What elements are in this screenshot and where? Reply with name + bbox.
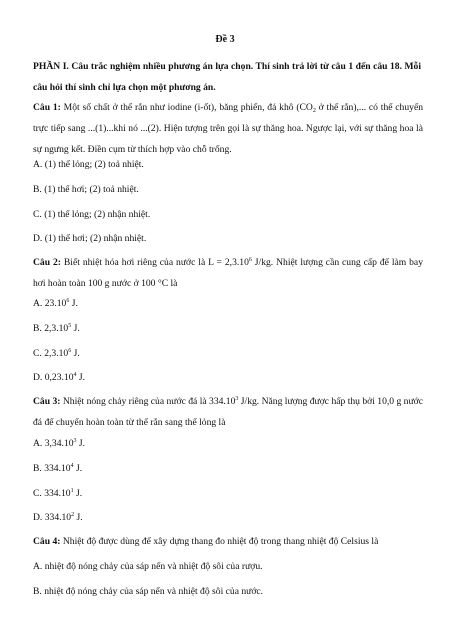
question-2 xyxy=(33,252,423,294)
question-label: Câu 4: xyxy=(33,536,61,547)
question-label: Câu 1: xyxy=(33,102,61,113)
question-text: J/kg. Năng lượng được hấp thụ bởi 10,0 g nước đá để chuyển hoàn toàn từ thể rắn sang thể lỏng là xyxy=(33,396,424,428)
question-text: Một số chất ở thể rắn như iodine (i-ốt), băng phiến, đá khô (CO xyxy=(60,102,313,113)
question-1 xyxy=(33,97,423,160)
question-3 xyxy=(33,391,423,433)
question-text: Nhiệt nóng chảy riêng của nước đá là 334.10 xyxy=(60,396,236,407)
question-text: J/kg. Nhiệt lượng cần cung cấp để làm bay hơi hoàn toàn 100 g nước ở 100 °C là xyxy=(33,257,423,289)
option-b: B. 334.10$^4$ J. xyxy=(33,463,83,474)
option-d: D. 0,23.10$^4$ J. xyxy=(33,372,86,383)
option-c: C. 334.10$^1$ J. xyxy=(33,488,83,499)
question-text: Nhiệt độ được dùng để xây dựng thang đo nhiệt độ trong thang nhiệt độ Celsius là xyxy=(60,536,379,547)
option-b: B. nhiệt độ nóng chảy của sáp nến và nhiệt độ sôi của nước. xyxy=(33,586,264,597)
option-d: D. (1) thể hơi; (2) nhận nhiệt. xyxy=(33,233,147,244)
superscript: 3 xyxy=(235,396,239,402)
question-text: Biết nhiệt hóa hơi riêng của nước là L = 2,3.10 xyxy=(60,257,249,268)
question-label: Câu 3: xyxy=(33,396,61,407)
question-4 xyxy=(33,535,423,548)
option-a: A. 3,34.10$^3$ J. xyxy=(33,438,86,449)
exam-title: Đề 3 xyxy=(215,34,235,45)
question-label: Câu 2: xyxy=(33,257,61,268)
option-a: A. (1) thể lỏng; (2) toả nhiệt. xyxy=(33,159,144,170)
question-text: ở thể rắn),... có thể chuyển trực tiếp sang ...(1)...khi nó ...(2). Hiện tượng trên gọi là sự thăng hoa. Ngược lại, với sự thăng hoa là sự ngưng kết. Điền cụm từ thích hợp vào chỗ trống. xyxy=(33,102,424,155)
option-a: A. 23.10$^6$ J. xyxy=(33,298,78,309)
part-heading: PHẦN I. Câu trắc nghiệm nhiều phương án lựa chọn. Thí sinh trả lời từ câu 1 đến câu 18. Mỗi câu hỏi thí sinh chỉ lựa chọn một phương án. xyxy=(33,61,421,93)
option-d: D. 334.10$^2$ J. xyxy=(33,512,83,523)
subscript: 2 xyxy=(312,108,316,114)
option-c: C. (1) thể lỏng; (2) nhận nhiệt. xyxy=(33,209,151,220)
option-b: B. (1) thể hơi; (2) toả nhiệt. xyxy=(33,184,139,195)
option-c: C. 2,3.10$^6$ J. xyxy=(33,348,80,359)
superscript: 6 xyxy=(248,257,252,263)
option-b: B. 2,3.10$^5$ J. xyxy=(33,323,80,334)
option-a: A. nhiệt độ nóng chảy của sáp nến và nhiệt độ sôi của rượu. xyxy=(33,561,263,572)
